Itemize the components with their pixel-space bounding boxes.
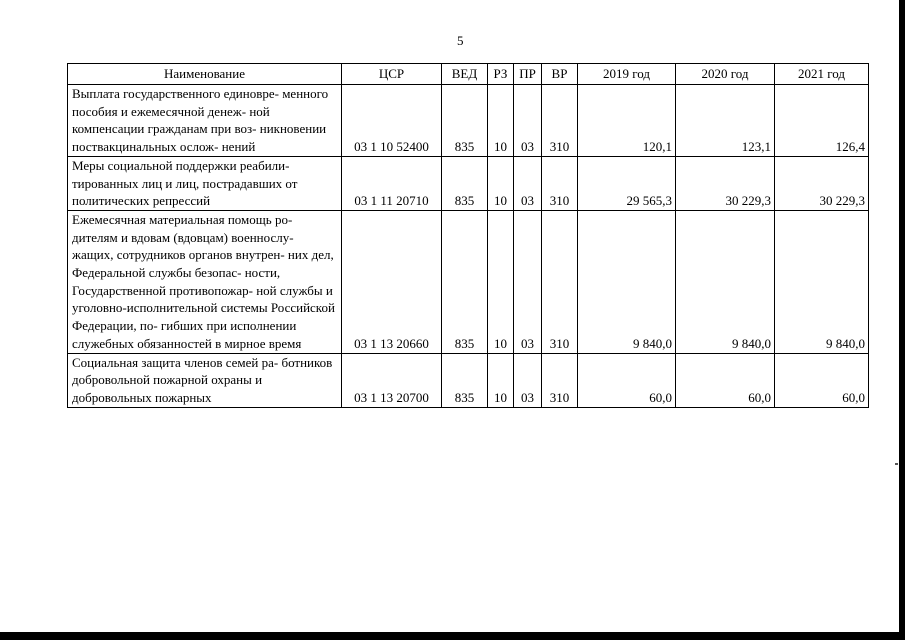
row-2021: 126,4 — [775, 85, 869, 157]
row-vr: 310 — [542, 156, 578, 210]
row-ved: 835 — [442, 85, 488, 157]
row-vr: 310 — [542, 353, 578, 407]
row-2021: 60,0 — [775, 353, 869, 407]
row-2019: 60,0 — [578, 353, 676, 407]
row-2019: 120,1 — [578, 85, 676, 157]
row-2020: 9 840,0 — [676, 210, 775, 353]
header-2021: 2021 год — [775, 64, 869, 85]
row-2021: 9 840,0 — [775, 210, 869, 353]
header-2020: 2020 год — [676, 64, 775, 85]
page-number: 5 — [457, 33, 464, 48]
row-ved: 835 — [442, 156, 488, 210]
scan-edge-bottom — [0, 632, 905, 640]
header-csr: ЦСР — [342, 64, 442, 85]
row-2020: 30 229,3 — [676, 156, 775, 210]
row-pr: 03 — [514, 210, 542, 353]
budget-table — [67, 63, 869, 408]
row-rz: 10 — [488, 156, 514, 210]
header-pr: ПР — [514, 64, 542, 85]
row-2021: 30 229,3 — [775, 156, 869, 210]
table-row — [68, 156, 869, 210]
row-2019: 29 565,3 — [578, 156, 676, 210]
header-ved: ВЕД — [442, 64, 488, 85]
scan-edge-right — [899, 0, 905, 640]
row-pr: 03 — [514, 85, 542, 157]
row-csr: 03 1 10 52400 — [342, 85, 442, 157]
row-rz: 10 — [488, 210, 514, 353]
row-name: Выплата государственного единовре- менного пособия и ежемесячной денеж- ной компенсации гражданам при воз- никновении поствакцинальных ослож- нений — [68, 85, 342, 157]
table-row — [68, 85, 869, 157]
header-name: Наименование — [68, 64, 342, 85]
row-name: Социальная защита членов семей ра- ботников добровольной пожарной охраны и добровольных пожарных — [68, 353, 342, 407]
scan-speck — [895, 463, 898, 465]
row-rz: 10 — [488, 353, 514, 407]
row-2020: 60,0 — [676, 353, 775, 407]
table-row — [68, 210, 869, 353]
header-vr: ВР — [542, 64, 578, 85]
header-rz: РЗ — [488, 64, 514, 85]
row-pr: 03 — [514, 156, 542, 210]
header-2019: 2019 год — [578, 64, 676, 85]
row-vr: 310 — [542, 85, 578, 157]
row-2020: 123,1 — [676, 85, 775, 157]
row-ved: 835 — [442, 353, 488, 407]
row-csr: 03 1 11 20710 — [342, 156, 442, 210]
row-name: Ежемесячная материальная помощь ро- дителям и вдовам (вдовцам) военнослу- жащих, сотрудников органов внутрен- них дел, Федеральной службы безопас- ности, Государственной противопожар- ной службы и уголовно-исполнительной системы Российской Федерации, по- гибших при исполнении служебных обязанностей в мирное время — [68, 210, 342, 353]
table-row — [68, 353, 869, 407]
row-name: Меры социальной поддержки реабили- тированных лиц и лиц, пострадавших от политических репрессий — [68, 156, 342, 210]
row-csr: 03 1 13 20660 — [342, 210, 442, 353]
row-vr: 310 — [542, 210, 578, 353]
row-2019: 9 840,0 — [578, 210, 676, 353]
table-header-row — [68, 64, 869, 85]
row-csr: 03 1 13 20700 — [342, 353, 442, 407]
row-pr: 03 — [514, 353, 542, 407]
row-rz: 10 — [488, 85, 514, 157]
row-ved: 835 — [442, 210, 488, 353]
